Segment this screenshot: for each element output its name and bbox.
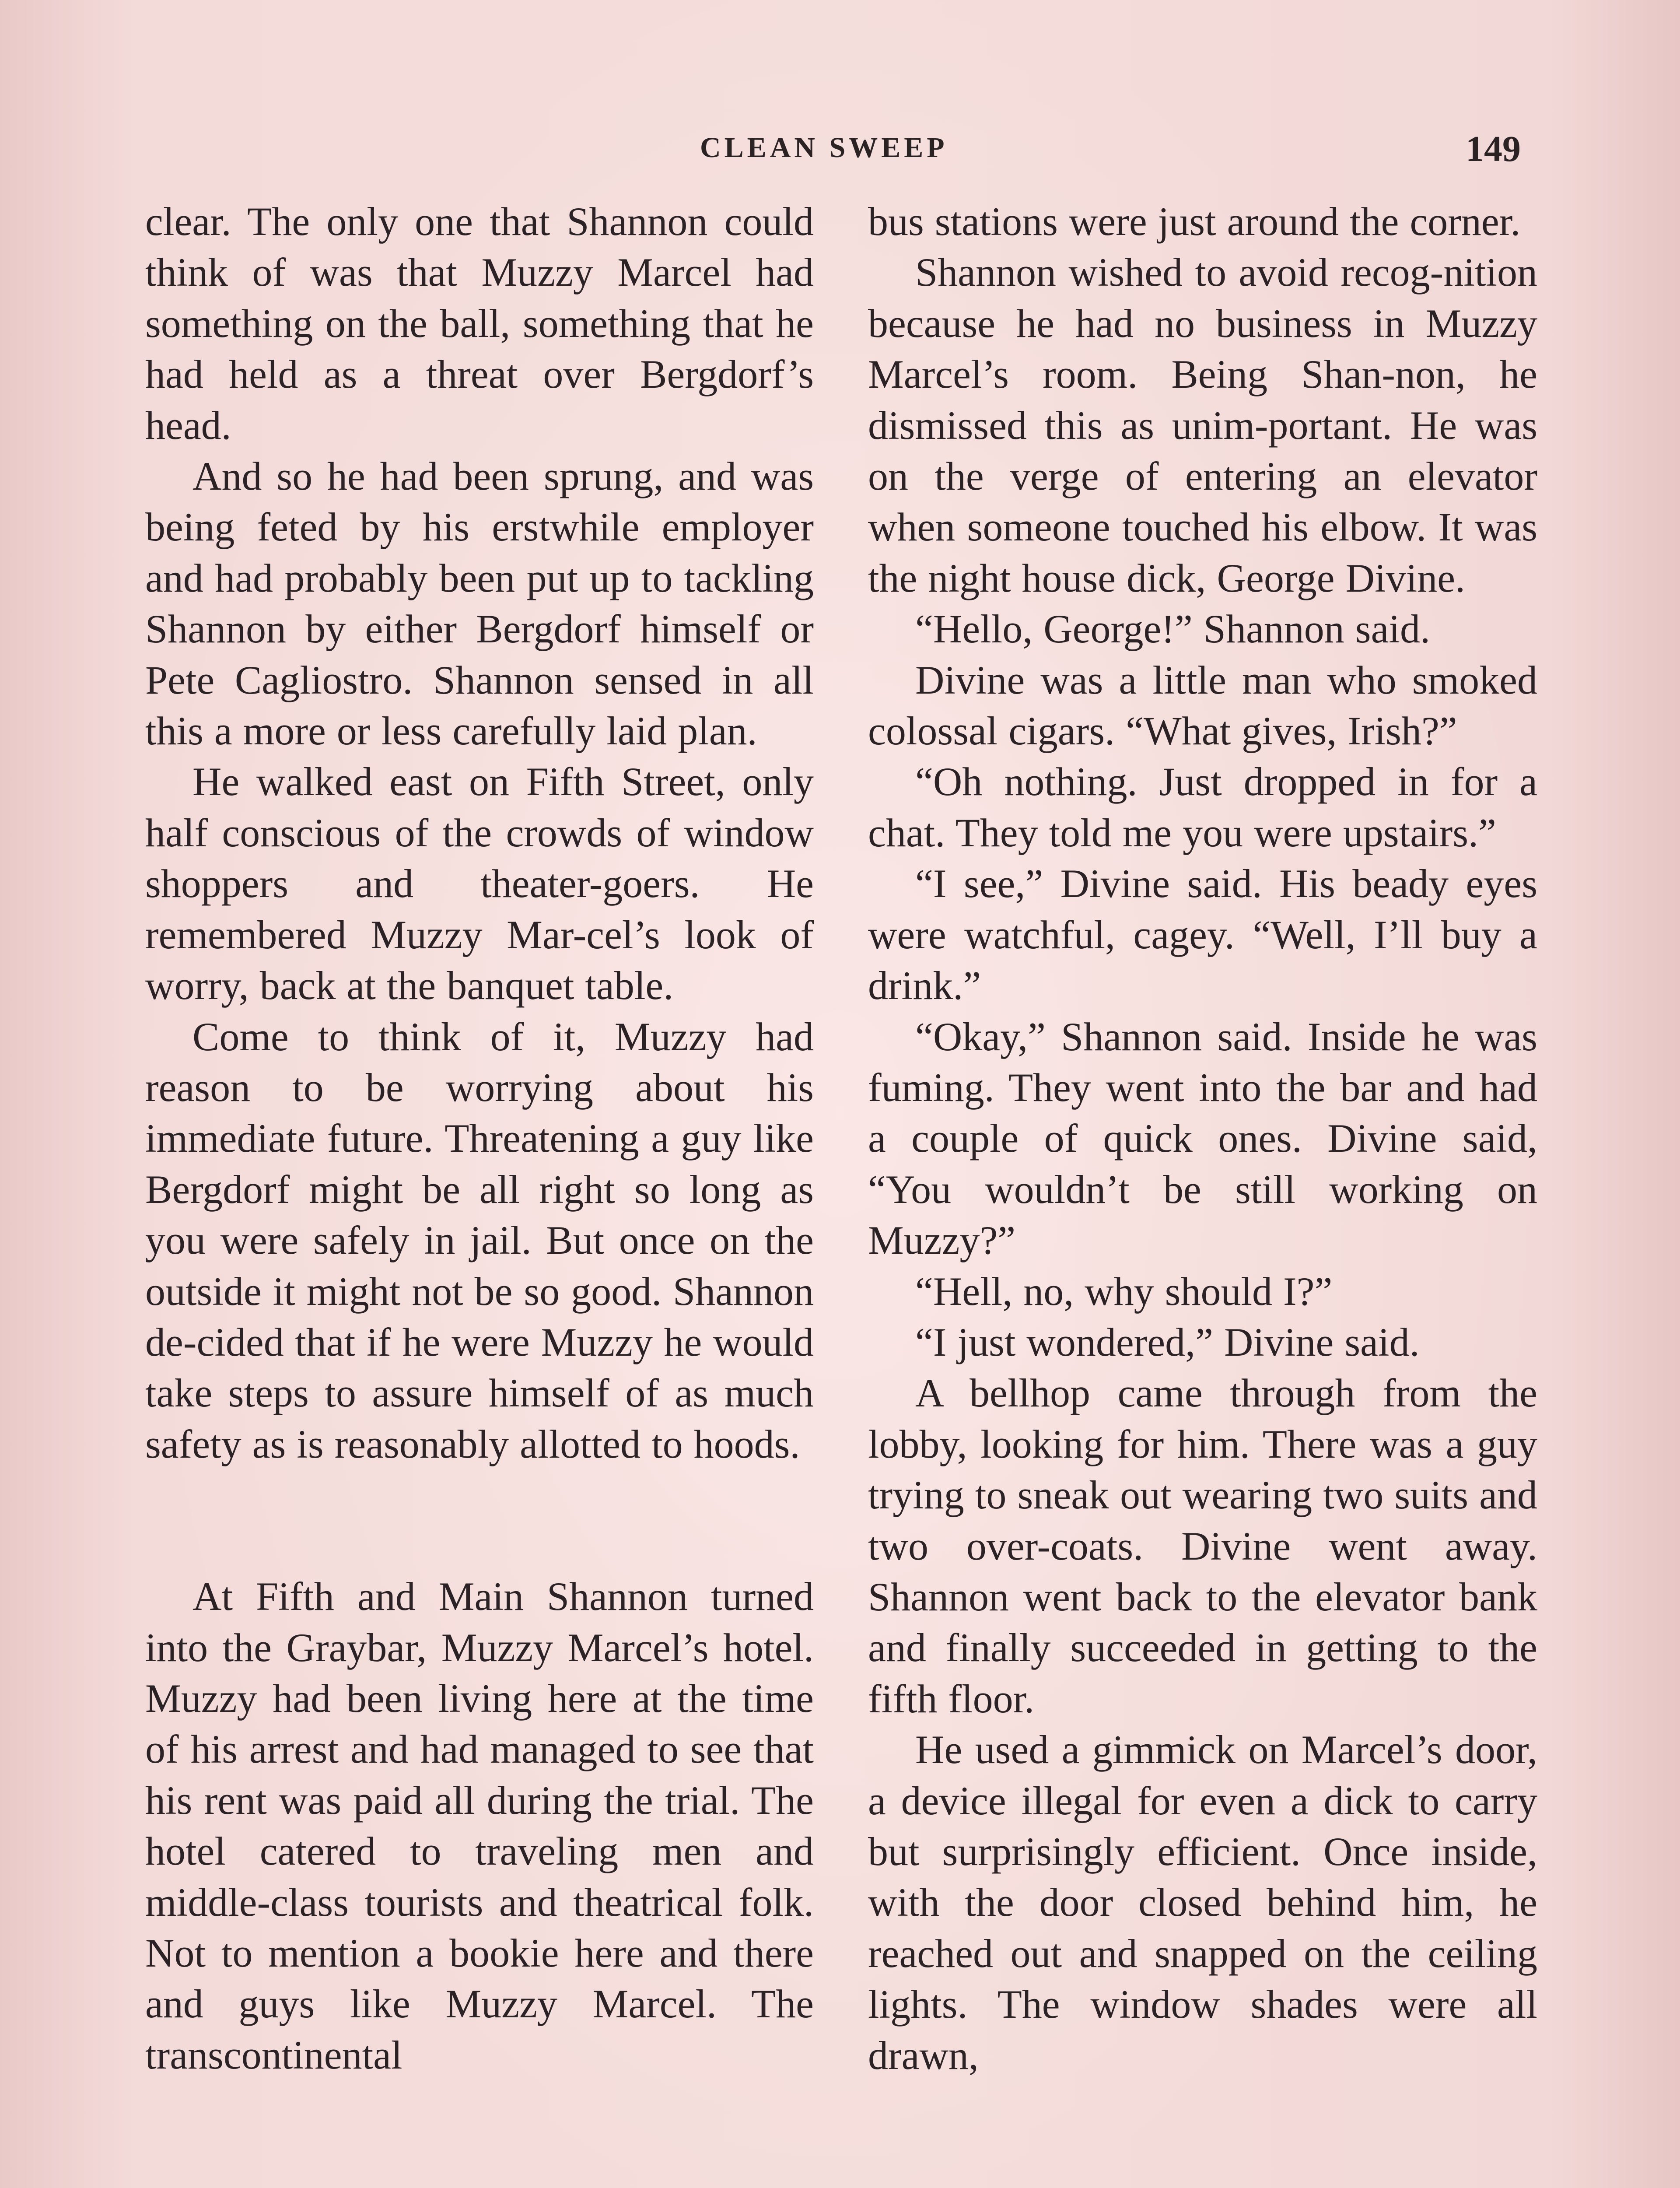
paragraph: At Fifth and Main Shannon turned into the Graybar, Muzzy Marcel’s hotel. Muzzy had been living here at the time of his arrest and had managed to see that his rent was paid all during the trial. The hotel catered to traveling men and middle-class tourists and theatrical folk. Not to mention a bookie here and there and guys like Muzzy Marcel. The transcontinental [145, 1574, 814, 2077]
paragraph: bus stations were just around the corner. [868, 199, 1521, 244]
paragraph: A bellhop came through from the lobby, looking for him. There was a guy trying to sneak out wearing two suits and two over-coats. Divine went away. Shannon went back to the elevator bank and finally succeeded in getting to the fifth floor. [868, 1371, 1537, 1721]
paragraph: Shannon wished to avoid recog-nition because he had no business in Muzzy Marcel’s room. Being Shan-non, he dismissed this as unim-portant. He was on the verge of entering an elevator when someone touched his elbow. It was the night house dick, George Divine. [868, 250, 1537, 600]
page-number: 149 [1466, 129, 1521, 169]
paragraph: “I see,” Divine said. His beady eyes were watchful, cagey. “Well, I’ll buy a drink.” [868, 861, 1537, 1008]
running-title: CLEAN SWEEP [700, 132, 948, 164]
paragraph: He used a gimmick on Marcel’s door, a device illegal for even a dick to carry but surprisingly efficient. Once inside, with the door closed behind him, he reached out and snapped on the ceiling lights. The window shades were all drawn, [868, 1727, 1537, 2078]
paragraph: And so he had been sprung, and was being feted by his erstwhile employer and had probably been put up to tackling Shannon by either Bergdorf himself or Pete Cagliostro. Shannon sensed in all this a more or less carefully laid plan. [145, 454, 814, 754]
paragraph: He walked east on Fifth Street, only half conscious of the crowds of window shoppers and theater-goers. He remembered Muzzy Mar-cel’s look of worry, back at the banquet table. [145, 759, 814, 1008]
right-column [868, 196, 1537, 2081]
paragraph: Divine was a little man who smoked colossal cigars. “What gives, Irish?” [868, 657, 1537, 754]
paragraph: “Oh nothing. Just dropped in for a chat. They told me you were upstairs.” [868, 759, 1537, 855]
paragraph: “Hell, no, why should I?” [915, 1269, 1333, 1314]
paragraph: Come to think of it, Muzzy had reason to be worrying about his immediate future. Threatening a guy like Bergdorf might be all right so long as you were safely in jail. But once on the outside it might not be so good. Shannon de-cided that if he were Muzzy he would take steps to assure himself of as much safety as is reasonably allotted to hoods. [145, 1014, 814, 1466]
paragraph: clear. The only one that Shannon could think of was that Muzzy Marcel had something on the ball, something that he had held as a threat over Bergdorf’s head. [145, 199, 814, 448]
paragraph: “I just wondered,” Divine said. [915, 1319, 1420, 1364]
left-column [145, 196, 814, 2080]
paragraph: “Hello, George!” Shannon said. [915, 607, 1430, 652]
paragraph: “Okay,” Shannon said. Inside he was fuming. They went into the bar and had a couple of quick ones. Divine said, “You wouldn’t be still working on Muzzy?” [868, 1014, 1537, 1263]
